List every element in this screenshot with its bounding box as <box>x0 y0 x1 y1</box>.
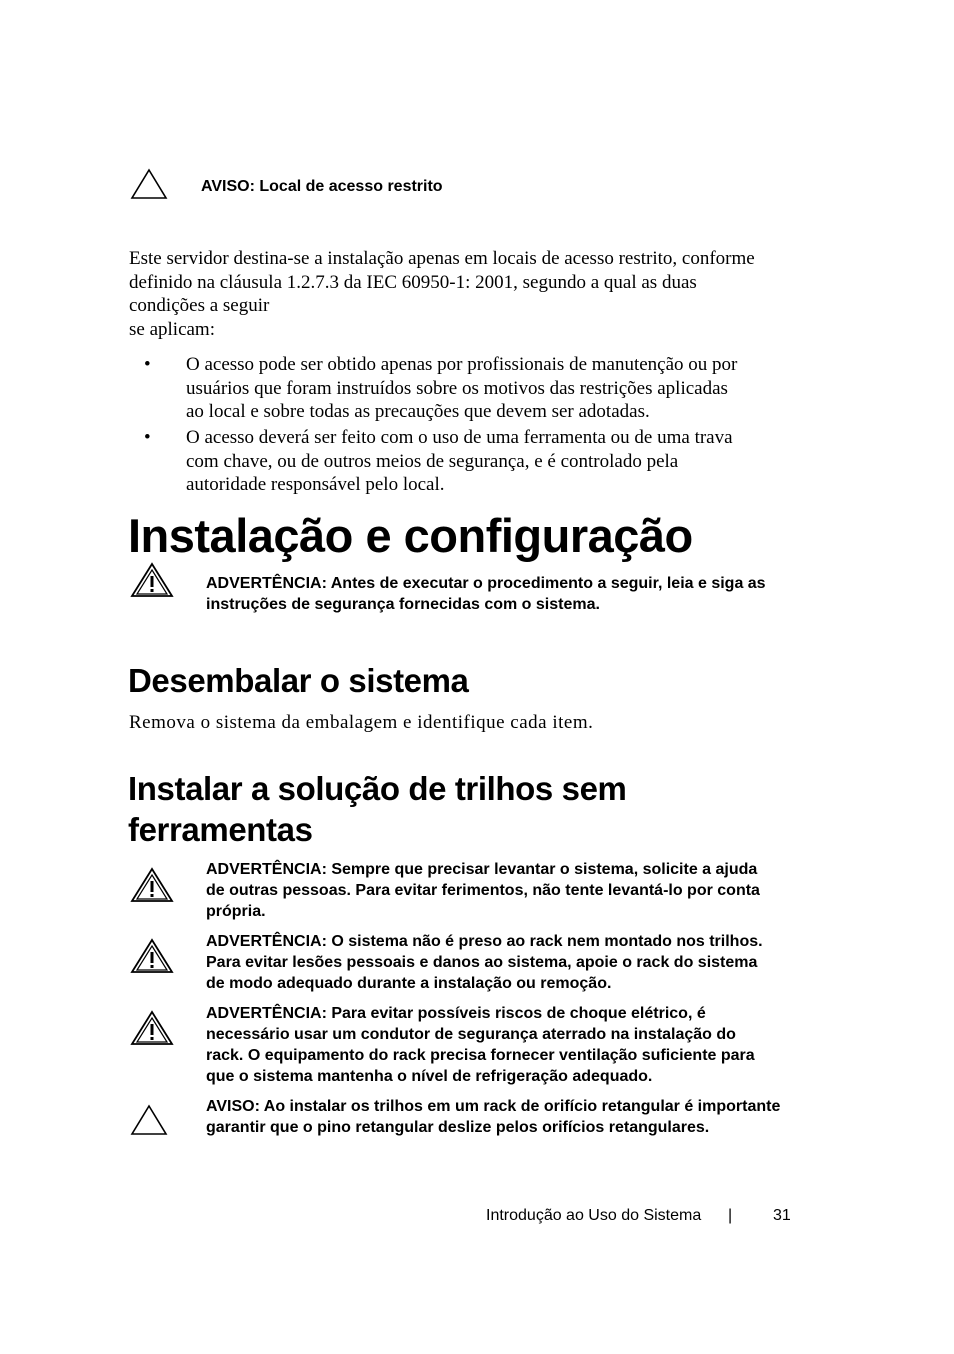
caution-text <box>206 1096 780 1138</box>
bullet-marker: • <box>144 354 151 375</box>
warning-line: ADVERTÊNCIA: Sempre que precisar levantar o sistema, solicite a ajuda <box>206 861 758 878</box>
warning-line: necessário usar um condutor de segurança aterrado na instalação do <box>206 1026 736 1043</box>
warning-text <box>206 931 763 994</box>
unpack-text: Remova o sistema da embalagem e identifique cada item. <box>129 712 594 733</box>
heading-line: ferramentas <box>128 811 313 848</box>
section-heading-unpack: Desembalar o sistema <box>128 662 469 699</box>
bullet-line: ao local e sobre todas as precauções que devem ser adotadas. <box>186 401 650 422</box>
intro-line: condições a seguir <box>129 295 270 316</box>
bullet-line: autoridade responsável pelo local. <box>186 474 445 495</box>
footer-separator: | <box>728 1207 733 1224</box>
warning-line: ADVERTÊNCIA: Para evitar possíveis riscos de choque elétrico, é <box>206 1005 706 1022</box>
bullet-line: usuários que foram instruídos sobre os motivos das restrições aplicadas <box>186 377 728 399</box>
intro-line: Este servidor destina-se a instalação apenas em locais de acesso restrito, conforme <box>129 248 755 269</box>
bullet-line: com chave, ou de outros meios de segurança, e é controlado pela <box>186 450 679 472</box>
warning-icon <box>130 1010 174 1046</box>
warning-line: Para evitar lesões pessoais e danos ao sistema, apoie o rack do sistema <box>206 954 758 971</box>
warning-text <box>206 1003 755 1087</box>
bullet-item <box>186 426 733 497</box>
caution-line: AVISO: Ao instalar os trilhos em um rack de orifício retangular é importante <box>206 1098 781 1115</box>
warning-line: que o sistema mantenha o nível de refrigeração adequado. <box>206 1068 653 1085</box>
caution-icon <box>130 1104 168 1136</box>
heading-line: Instalar a solução de trilhos sem <box>128 770 627 807</box>
footer-section-title: Introdução ao Uso do Sistema <box>486 1207 702 1224</box>
warning-line: rack. O equipamento do rack precisa fornecer ventilação suficiente para <box>206 1047 755 1064</box>
bullet-marker: • <box>144 427 151 448</box>
warning-main-text <box>206 573 766 615</box>
warning-line: ADVERTÊNCIA: Antes de executar o procedimento a seguir, leia e siga as <box>206 575 766 592</box>
warning-line: própria. <box>206 903 266 920</box>
warning-line: de modo adequado durante a instalação ou remoção. <box>206 975 612 992</box>
warning-icon <box>130 938 174 974</box>
intro-paragraph <box>129 247 755 341</box>
intro-line: definido na cláusula 1.2.7.3 da IEC 60950-1: 2001, segundo a qual as duas <box>129 271 697 293</box>
warning-icon <box>130 867 174 903</box>
bullet-line: O acesso deverá ser feito com o uso de uma ferramenta ou de uma trava <box>186 427 733 448</box>
notice-top-label: AVISO: Local de acesso restrito <box>201 178 443 195</box>
page-title: Instalação e configuração <box>128 509 693 562</box>
warning-text <box>206 859 760 922</box>
page-number: 31 <box>773 1207 791 1224</box>
caution-line: garantir que o pino retangular deslize pelos orifícios retangulares. <box>206 1119 710 1136</box>
warning-line: instruções de segurança fornecidas com o sistema. <box>206 596 600 613</box>
intro-line: se aplicam: <box>129 318 215 340</box>
bullet-item <box>186 353 737 424</box>
warning-line: ADVERTÊNCIA: O sistema não é preso ao rack nem montado nos trilhos. <box>206 933 763 950</box>
bullet-line: O acesso pode ser obtido apenas por profissionais de manutenção ou por <box>186 354 738 375</box>
warning-line: de outras pessoas. Para evitar ferimentos, não tente levantá-lo por conta <box>206 882 760 899</box>
section-heading-rails <box>128 768 626 850</box>
warning-icon <box>130 562 174 598</box>
caution-icon <box>130 168 168 200</box>
